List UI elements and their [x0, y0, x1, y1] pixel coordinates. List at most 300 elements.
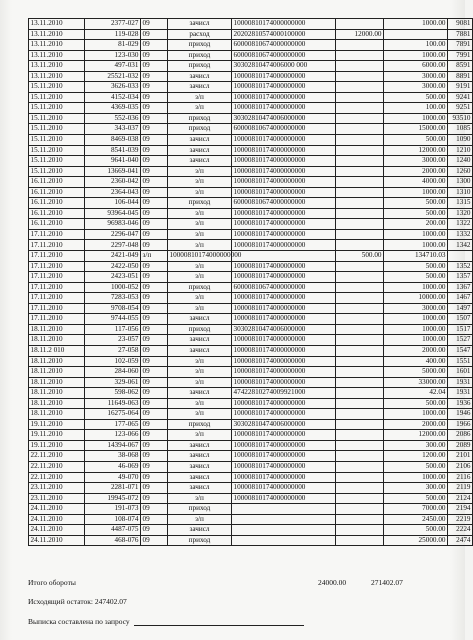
cell-doc-number: 3626-033 [85, 82, 141, 93]
cell-debit [336, 535, 384, 546]
table-row [29, 82, 473, 93]
cell-code: 09 [141, 493, 168, 504]
cell-balance: 1300 [448, 177, 473, 188]
cell-code: 09 [141, 19, 168, 30]
cell-operation: зачисл [168, 314, 232, 325]
cell-operation: з/п [168, 293, 232, 304]
cell-credit: 1000.00 [384, 229, 448, 240]
cell-doc-number: 2421-049 [85, 251, 141, 262]
cell-doc-number: 2281-071 [85, 483, 141, 494]
closing-balance: Исходящий остаток: 247402.07 [28, 597, 127, 606]
cell-credit: 10000.00 [384, 293, 448, 304]
cell-date: 13.11.2010 [29, 40, 85, 51]
cell-debit [336, 335, 384, 346]
cell-doc-number: 11649-063 [85, 398, 141, 409]
cell-operation: 10000810174000000000 [168, 251, 232, 262]
cell-debit [336, 356, 384, 367]
cell-debit [336, 314, 384, 325]
cell-credit: 1000.00 [384, 113, 448, 124]
cell-debit [336, 493, 384, 504]
cell-code: 09 [141, 198, 168, 209]
cell-debit [336, 514, 384, 525]
cell-debit [336, 504, 384, 515]
cell-balance: 1260 [448, 166, 473, 177]
cell-date: 15.11.2010 [29, 124, 85, 135]
cell-debit [336, 71, 384, 82]
cell-operation: приход [168, 419, 232, 430]
cell-debit [336, 156, 384, 167]
cell-date: 22.11.2010 [29, 472, 85, 483]
cell-balance: 9241 [448, 92, 473, 103]
cell-code: 09 [141, 377, 168, 388]
cell-operation: зачисл [168, 483, 232, 494]
cell-date: 17.11.2010 [29, 261, 85, 272]
cell-code: 09 [141, 272, 168, 283]
cell-doc-number: 177-065 [85, 419, 141, 430]
cell-code: 09 [141, 345, 168, 356]
cell-code: 09 [141, 166, 168, 177]
cell-credit: 25000.00 [384, 535, 448, 546]
cell-debit [336, 440, 384, 451]
cell-operation: з/п [168, 92, 232, 103]
table-row [29, 229, 473, 240]
cell-date: 16.11.2010 [29, 208, 85, 219]
cell-code: 09 [141, 314, 168, 325]
table-row [29, 40, 473, 51]
cell-balance: 2474 [448, 535, 473, 546]
cell-code: 09 [141, 103, 168, 114]
table-row [29, 113, 473, 124]
table-row [29, 19, 473, 30]
cell-operation: приход [168, 50, 232, 61]
table-row [29, 272, 473, 283]
cell-account: 10000810174000000000 [232, 430, 336, 441]
cell-account: 10000810174000000000 [232, 208, 336, 219]
cell-account: 10000810174000000000 [232, 240, 336, 251]
cell-account: 30302810474006000000 [232, 324, 336, 335]
cell-operation: з/п [168, 177, 232, 188]
cell-credit: 500.00 [384, 198, 448, 209]
cell-doc-number: 93964-045 [85, 208, 141, 219]
signature-line [134, 619, 304, 626]
cell-account: 10000810174000000000 [232, 303, 336, 314]
cell-account: 10000810174000000000 [232, 377, 336, 388]
cell-date: 15.11.2010 [29, 82, 85, 93]
cell-account: 10000810174000000000 [232, 451, 336, 462]
cell-account: 10000810174000000000 [232, 409, 336, 420]
cell-code: 09 [141, 430, 168, 441]
cell-code: 09 [141, 82, 168, 93]
cell-credit: 500.00 [384, 272, 448, 283]
cell-operation: з/п [168, 398, 232, 409]
cell-date: 13.11.2010 [29, 61, 85, 72]
cell-balance: 7991 [448, 50, 473, 61]
cell-operation: з/п [168, 103, 232, 114]
table-row [29, 240, 473, 251]
cell-credit: 500.00 [384, 493, 448, 504]
cell-code: 09 [141, 240, 168, 251]
cell-code: 09 [141, 461, 168, 472]
cell-debit: 500.00 [336, 251, 384, 262]
cell-code: 09 [141, 156, 168, 167]
cell-code: 09 [141, 145, 168, 156]
table-row [29, 367, 473, 378]
cell-debit [336, 166, 384, 177]
cell-code: 09 [141, 367, 168, 378]
table-row [29, 388, 473, 399]
cell-credit: 12000.00 [384, 145, 448, 156]
cell-balance: 9191 [448, 82, 473, 93]
cell-doc-number: 284-060 [85, 367, 141, 378]
cell-account: 10000810174000000000 [232, 71, 336, 82]
cell-debit [336, 324, 384, 335]
table-row [29, 156, 473, 167]
cell-doc-number: 497-031 [85, 61, 141, 72]
cell-doc-number: 7283-053 [85, 293, 141, 304]
cell-account: 10000810174000000000 [232, 314, 336, 325]
table-row [29, 135, 473, 146]
cell-code: 09 [141, 472, 168, 483]
cell-debit [336, 198, 384, 209]
cell-debit [336, 19, 384, 30]
cell-debit [336, 50, 384, 61]
cell-account: 10000810174000000000 [232, 166, 336, 177]
cell-credit: 500.00 [384, 135, 448, 146]
cell-credit: 3000.00 [384, 82, 448, 93]
cell-date: 18.11.2010 [29, 398, 85, 409]
cell-balance: 1936 [448, 398, 473, 409]
cell-operation: зачисл [168, 461, 232, 472]
cell-operation: з/п [168, 409, 232, 420]
cell-account [232, 514, 336, 525]
cell-account: 60000810674000000000 [232, 124, 336, 135]
cell-balance: 2106 [448, 461, 473, 472]
cell-operation: з/п [168, 356, 232, 367]
cell-balance: 1310 [448, 187, 473, 198]
cell-balance: 1931 [448, 377, 473, 388]
cell-operation: зачисл [168, 19, 232, 30]
cell-doc-number: 117-056 [85, 324, 141, 335]
cell-doc-number: 2364-043 [85, 187, 141, 198]
cell-date: 18.11.2010 [29, 356, 85, 367]
cell-date: 17.11.2010 [29, 272, 85, 283]
cell-credit: 33000.00 [384, 377, 448, 388]
transactions-body [29, 19, 473, 546]
cell-account: 10000810174000000000 [232, 335, 336, 346]
cell-code: 09 [141, 229, 168, 240]
cell-credit: 2000.00 [384, 166, 448, 177]
cell-credit: 1000.00 [384, 324, 448, 335]
cell-doc-number: 102-059 [85, 356, 141, 367]
cell-account [232, 504, 336, 515]
cell-account: 10000810174000000000 [232, 261, 336, 272]
cell-code: 09 [141, 419, 168, 430]
cell-debit [336, 177, 384, 188]
cell-operation: приход [168, 282, 232, 293]
cell-debit [336, 367, 384, 378]
cell-doc-number: 2423-051 [85, 272, 141, 283]
cell-balance: 1551 [448, 356, 473, 367]
table-row [29, 187, 473, 198]
cell-code: 09 [141, 219, 168, 230]
cell-doc-number: 123-030 [85, 50, 141, 61]
table-row [29, 124, 473, 135]
cell-balance: 1320 [448, 208, 473, 219]
table-row [29, 219, 473, 230]
cell-doc-number: 13669-041 [85, 166, 141, 177]
cell-code: 09 [141, 29, 168, 40]
table-row [29, 324, 473, 335]
cell-debit [336, 483, 384, 494]
cell-balance: 2194 [448, 504, 473, 515]
cell-account: 10000810174000000000 [232, 472, 336, 483]
cell-date: 19.11.2010 [29, 430, 85, 441]
cell-debit [336, 272, 384, 283]
cell-operation: з/п [168, 514, 232, 525]
cell-operation: з/п [168, 377, 232, 388]
cell-date: 15.11.2010 [29, 103, 85, 114]
cell-code: 09 [141, 398, 168, 409]
cell-debit [336, 219, 384, 230]
cell-date: 24.11.2010 [29, 535, 85, 546]
table-row [29, 335, 473, 346]
cell-doc-number: 9641-040 [85, 156, 141, 167]
cell-doc-number: 25521-032 [85, 71, 141, 82]
cell-account: 30302810474006000 000 [232, 61, 336, 72]
cell-credit: 1000.00 [384, 472, 448, 483]
cell-balance: 1527 [448, 335, 473, 346]
cell-balance: 2086 [448, 430, 473, 441]
cell-credit [384, 29, 448, 40]
cell-operation: приход [168, 324, 232, 335]
cell-date: 17.11.2010 [29, 303, 85, 314]
cell-code: 09 [141, 483, 168, 494]
cell-balance: 9251 [448, 103, 473, 114]
cell-doc-number: 19945-072 [85, 493, 141, 504]
cell-operation: зачисл [168, 345, 232, 356]
cell-account: 10000810174000000000 [232, 483, 336, 494]
cell-doc-number: 46-069 [85, 461, 141, 472]
cell-operation: з/п [168, 303, 232, 314]
cell-code: 09 [141, 388, 168, 399]
cell-debit [336, 461, 384, 472]
cell-account: 10000810174000000000 [232, 345, 336, 356]
cell-operation: з/п [168, 261, 232, 272]
cell-debit [336, 145, 384, 156]
cell-operation: зачисл [168, 71, 232, 82]
cell-credit: 1000.00 [384, 50, 448, 61]
cell-operation: з/п [168, 166, 232, 177]
cell-credit: 1000.00 [384, 19, 448, 30]
cell-code: 09 [141, 135, 168, 146]
cell-balance: 2101 [448, 451, 473, 462]
cell-doc-number: 4487-075 [85, 525, 141, 536]
cell-date: 24.11.2010 [29, 525, 85, 536]
cell-balance: 2124 [448, 493, 473, 504]
cell-balance: 1352 [448, 261, 473, 272]
cell-operation: зачисл [168, 472, 232, 483]
cell-balance: 1210 [448, 145, 473, 156]
cell-date: 16.11.2010 [29, 219, 85, 230]
cell-doc-number: 2297-048 [85, 240, 141, 251]
cell-date: 13.11.2010 [29, 71, 85, 82]
cell-account: 10000810174000000000 [232, 156, 336, 167]
cell-operation: зачисл [168, 145, 232, 156]
cell-account: 10000810174000000000 [232, 367, 336, 378]
table-row [29, 356, 473, 367]
cell-operation: з/п [168, 229, 232, 240]
table-row [29, 377, 473, 388]
cell-date: 15.11.2010 [29, 135, 85, 146]
table-row [29, 409, 473, 420]
cell-date: 22.11.2010 [29, 451, 85, 462]
totals-credit: 271402.07 [371, 578, 403, 587]
cell-debit [336, 187, 384, 198]
cell-operation: з/п [168, 208, 232, 219]
cell-balance: 7881 [448, 29, 473, 40]
cell-doc-number: 2296-047 [85, 229, 141, 240]
cell-operation: приход [168, 124, 232, 135]
cell-doc-number: 16275-064 [85, 409, 141, 420]
table-row [29, 103, 473, 114]
table-row [29, 166, 473, 177]
cell-doc-number: 9708-054 [85, 303, 141, 314]
cell-operation: з/п [168, 493, 232, 504]
cell-operation: приход [168, 40, 232, 51]
cell-debit [336, 472, 384, 483]
cell-date: 23.11.2010 [29, 483, 85, 494]
cell-code: 09 [141, 293, 168, 304]
cell-credit: 500.00 [384, 208, 448, 219]
cell-debit [336, 82, 384, 93]
cell-date: 15.11.2010 [29, 113, 85, 124]
cell-code: 09 [141, 440, 168, 451]
cell-code: 09 [141, 261, 168, 272]
cell-date: 18.11.2 010 [29, 345, 85, 356]
cell-credit: 1000.00 [384, 282, 448, 293]
cell-credit: 100.00 [384, 103, 448, 114]
cell-date: 22.11.2010 [29, 461, 85, 472]
cell-operation: з/п [168, 219, 232, 230]
cell-doc-number: 191-073 [85, 504, 141, 515]
cell-date: 13.11.2010 [29, 50, 85, 61]
cell-account: 10000810174000000000 [232, 145, 336, 156]
cell-doc-number: 598-062 [85, 388, 141, 399]
cell-debit [336, 377, 384, 388]
cell-doc-number: 96983-046 [85, 219, 141, 230]
cell-date: 17.11.2010 [29, 282, 85, 293]
cell-date: 18.11.2010 [29, 335, 85, 346]
cell-date: 18.11.2010 [29, 367, 85, 378]
cell-credit: 1000.00 [384, 187, 448, 198]
cell-debit [336, 61, 384, 72]
table-row [29, 430, 473, 441]
cell-account: 10000810174000000000 [232, 219, 336, 230]
cell-account: 60000810674000000000 [232, 40, 336, 51]
cell-operation: зачисл [168, 388, 232, 399]
cell-balance: 1090 [448, 135, 473, 146]
cell-credit: 6000.00 [384, 61, 448, 72]
cell-credit: 500.00 [384, 398, 448, 409]
table-row [29, 61, 473, 72]
table-row [29, 451, 473, 462]
cell-date: 17.11.2010 [29, 240, 85, 251]
cell-doc-number: 343-037 [85, 124, 141, 135]
cell-account: 10000810174000000000 [232, 82, 336, 93]
cell-credit: 400.00 [384, 356, 448, 367]
cell-account: 10000810174000000000 [232, 92, 336, 103]
cell-operation: зачисл [168, 135, 232, 146]
cell-credit: 5000.00 [384, 367, 448, 378]
cell-debit [336, 282, 384, 293]
cell-credit: 12000.00 [384, 430, 448, 441]
cell-debit [336, 419, 384, 430]
cell-balance: 1966 [448, 419, 473, 430]
table-row [29, 71, 473, 82]
cell-code: 09 [141, 356, 168, 367]
table-row [29, 440, 473, 451]
cell-date: 13.11.2010 [29, 19, 85, 30]
cell-date: 18.11.2010 [29, 377, 85, 388]
cell-doc-number: 123-066 [85, 430, 141, 441]
cell-credit: 1200.00 [384, 451, 448, 462]
cell-account: 10000810174000000000 [232, 187, 336, 198]
issued-label: Выписка составлена по запросу [28, 617, 130, 626]
cell-date: 17.11.2010 [29, 314, 85, 325]
cell-operation: зачисл [168, 156, 232, 167]
cell-code: 09 [141, 303, 168, 314]
cell-debit [336, 103, 384, 114]
cell-operation: з/п [168, 272, 232, 283]
cell-operation: зачисл [168, 451, 232, 462]
table-row [29, 198, 473, 209]
table-row [29, 92, 473, 103]
cell-code: 09 [141, 282, 168, 293]
cell-doc-number: 119-028 [85, 29, 141, 40]
cell-date: 15.11.2010 [29, 166, 85, 177]
cell-account: 10000810174000000000 [232, 440, 336, 451]
cell-balance: 1240 [448, 156, 473, 167]
cell-balance: 1497 [448, 303, 473, 314]
cell-credit: 1000.00 [384, 409, 448, 420]
cell-code: 09 [141, 514, 168, 525]
cell-date: 18.11.2010 [29, 324, 85, 335]
cell-date: 23.11.2010 [29, 493, 85, 504]
cell-doc-number: 8541-039 [85, 145, 141, 156]
cell-doc-number: 81-029 [85, 40, 141, 51]
cell-code: 09 [141, 50, 168, 61]
cell-balance: 1547 [448, 345, 473, 356]
cell-doc-number: 1000-052 [85, 282, 141, 293]
cell-code: 09 [141, 535, 168, 546]
totals-line [28, 578, 452, 588]
cell-date: 24.11.2010 [29, 504, 85, 515]
cell-date: 15.11.2010 [29, 92, 85, 103]
cell-code: 09 [141, 71, 168, 82]
cell-account: 10000810174000000000 [232, 135, 336, 146]
cell-code: 09 [141, 525, 168, 536]
cell-balance: 1342 [448, 240, 473, 251]
cell-credit: 500.00 [384, 261, 448, 272]
cell-date: 19.11.2010 [29, 440, 85, 451]
table-row [29, 472, 473, 483]
cell-doc-number: 2422-050 [85, 261, 141, 272]
cell-operation: приход [168, 504, 232, 515]
cell-balance: 1946 [448, 409, 473, 420]
cell-account [232, 525, 336, 536]
cell-account [232, 535, 336, 546]
cell-balance: 1332 [448, 229, 473, 240]
